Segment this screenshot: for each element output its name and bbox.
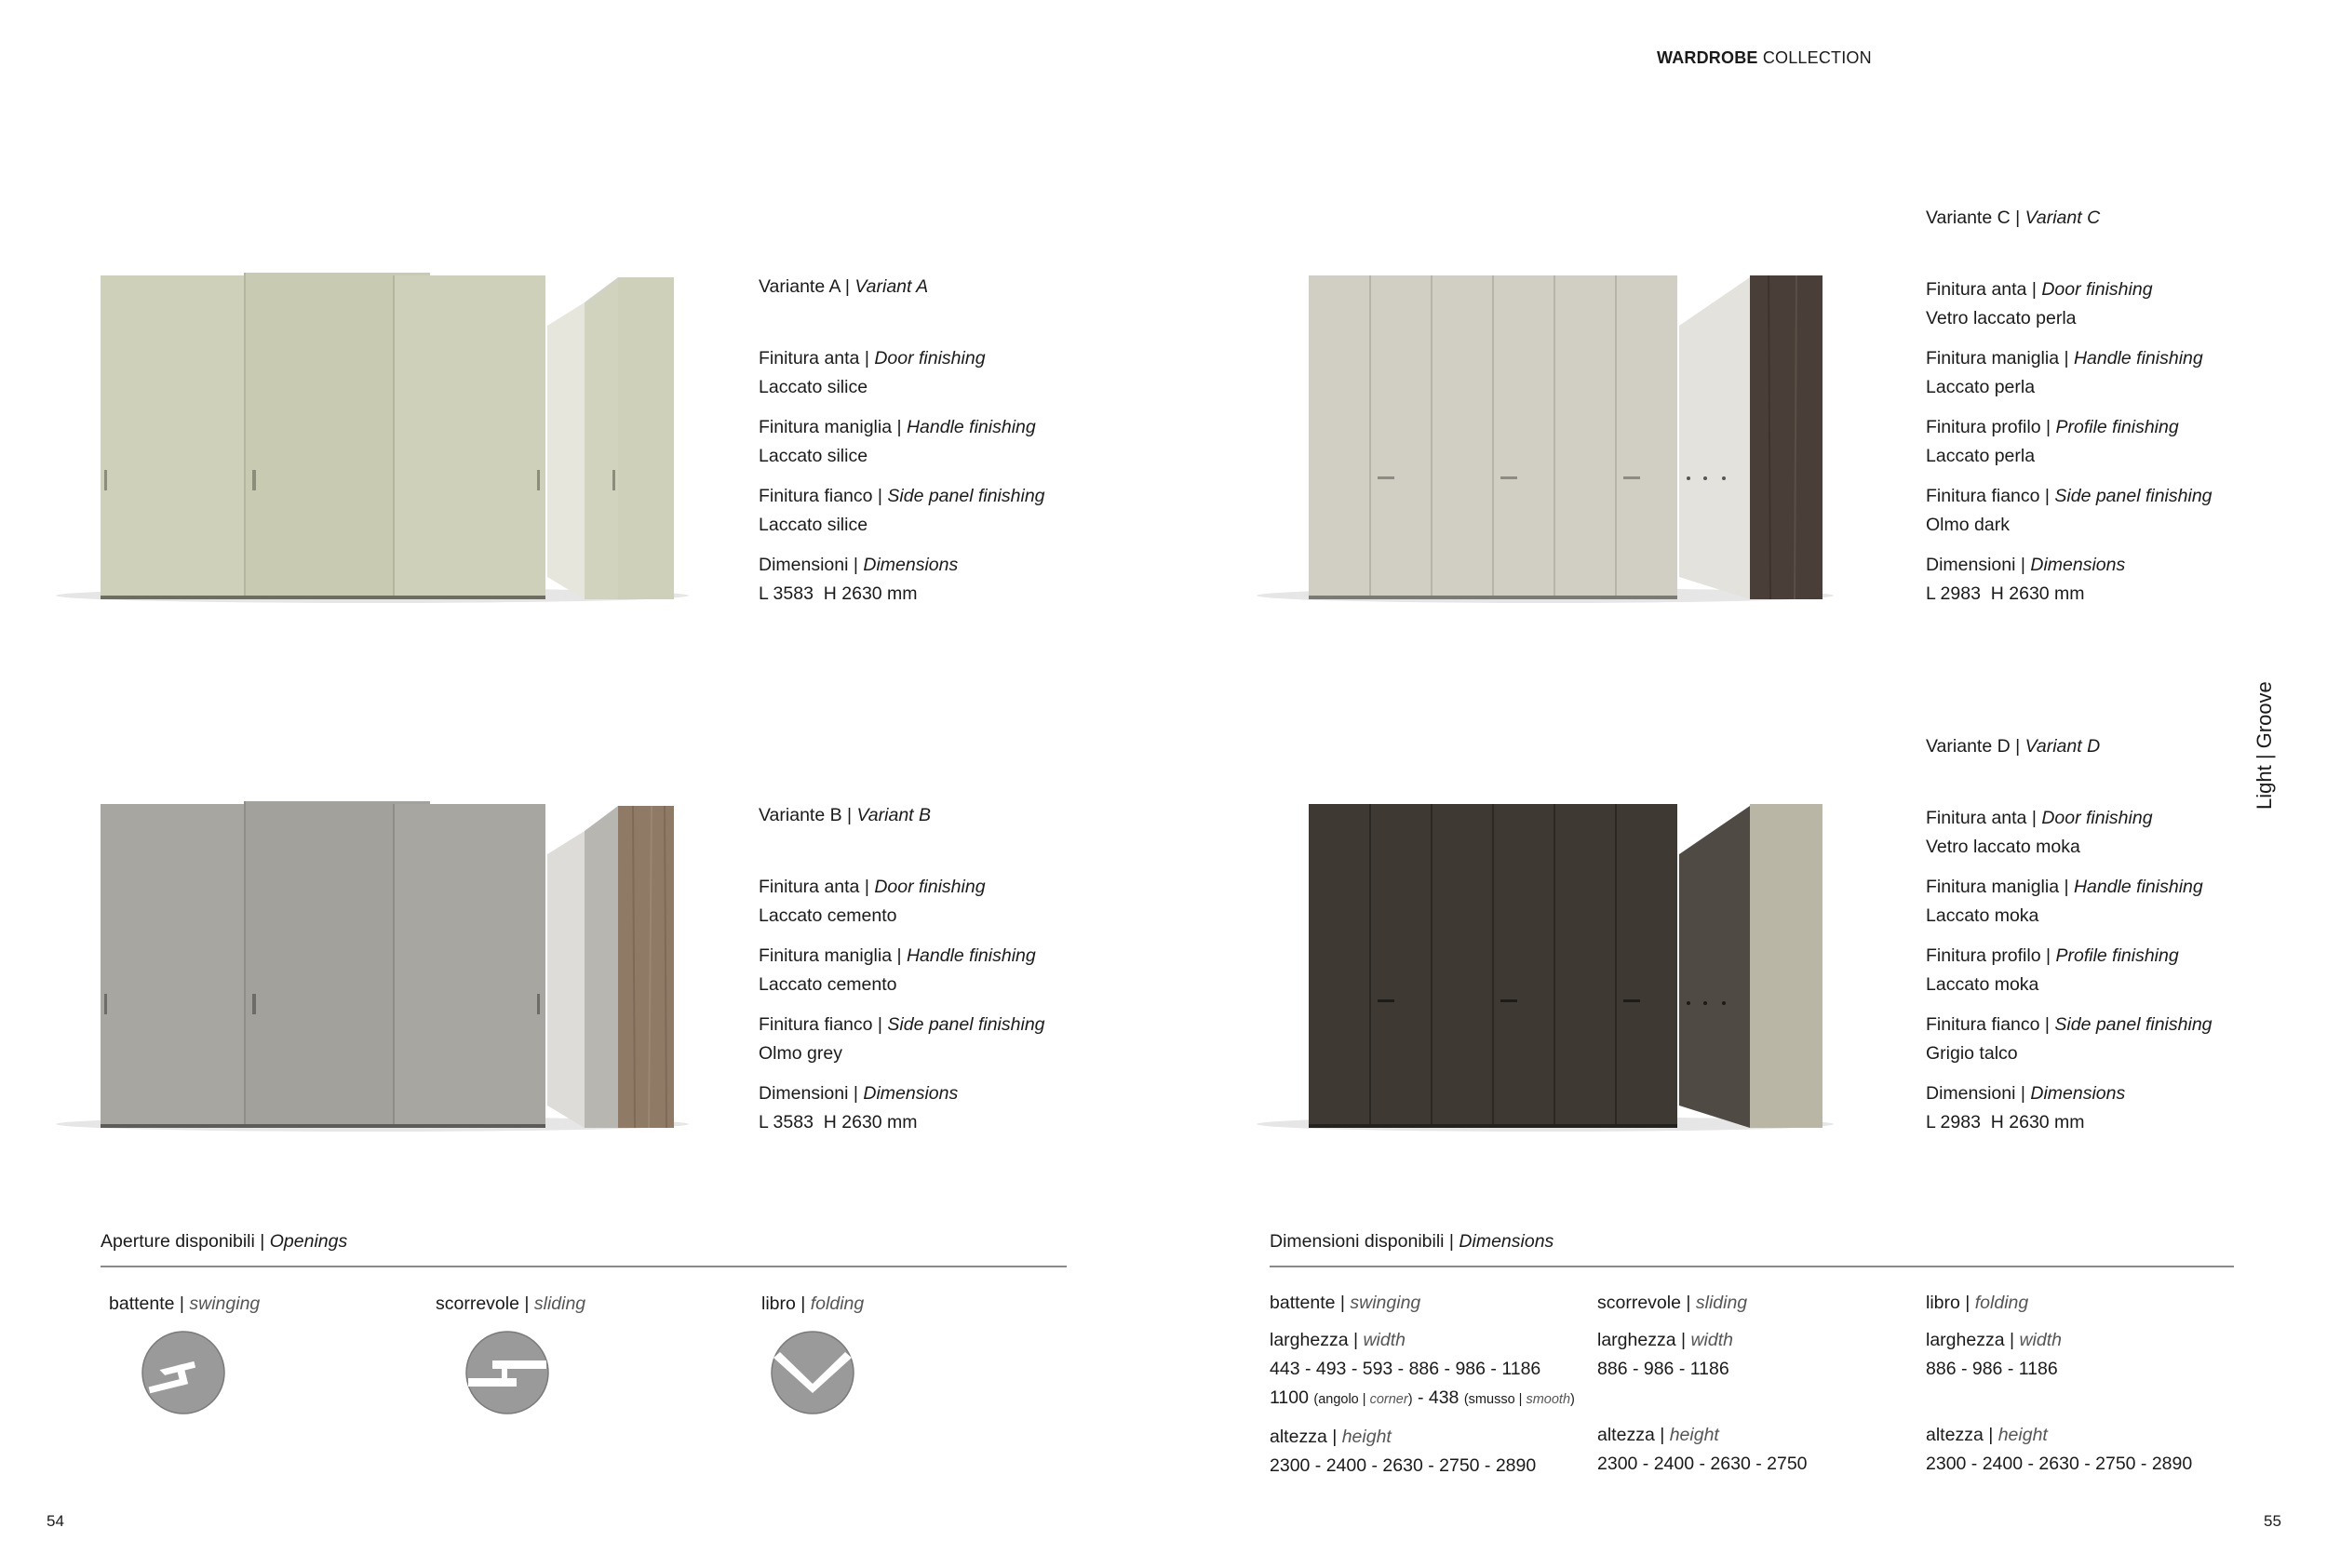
sliding-icon — [464, 1330, 550, 1415]
variant-title: Variante A | Variant A — [759, 276, 929, 297]
spec-label: Finitura anta | Door finishing — [759, 877, 986, 897]
height-label: altezza | height — [1926, 1425, 2048, 1445]
variant-title: Variante D | Variant D — [1926, 736, 2101, 757]
dimension-column-sliding — [1597, 1289, 1808, 1479]
dimension-column-title: battente | swinging — [1270, 1293, 1421, 1313]
spec-label: Finitura anta | Door finishing — [759, 348, 986, 369]
spec-label: Dimensioni | Dimensions — [1926, 555, 2126, 575]
spec-value: L 3583 H 2630 mm — [759, 1112, 918, 1132]
spec-label: Finitura maniglia | Handle finishing — [1926, 348, 2203, 369]
handle — [1378, 476, 1394, 479]
width-values: 886 - 986 - 1186 — [1926, 1359, 2058, 1379]
spec-label: Dimensioni | Dimensions — [759, 1083, 959, 1104]
spec-value: Laccato silice — [759, 377, 868, 397]
spec-label: Finitura anta | Door finishing — [1926, 279, 2153, 300]
dimensions-title: Dimensioni disponibili | Dimensions — [1270, 1231, 1554, 1252]
width-label: larghezza | width — [1270, 1330, 1406, 1350]
side-panel — [547, 302, 585, 599]
openings-divider — [101, 1266, 1067, 1267]
spec-value: L 2983 H 2630 mm — [1926, 583, 2085, 604]
spec-value: L 2983 H 2630 mm — [1926, 1112, 2085, 1132]
page-number-left: 54 — [47, 1512, 64, 1530]
side-panel — [1679, 806, 1750, 1128]
spec-label: Finitura fianco | Side panel finishing — [1926, 1014, 2213, 1035]
spec-value: L 3583 H 2630 mm — [759, 583, 918, 604]
variant-title: Variante C | Variant C — [1926, 208, 2101, 228]
side-panel — [585, 277, 618, 599]
spec-label: Dimensioni | Dimensions — [1926, 1083, 2126, 1104]
spec-value: Laccato silice — [759, 446, 868, 466]
spec-value: Laccato perla — [1926, 446, 2036, 466]
handle — [1500, 476, 1517, 479]
dimension-column-title: libro | folding — [1926, 1293, 2029, 1313]
spec-label: Finitura maniglia | Handle finishing — [1926, 877, 2203, 897]
variant-b-specs — [759, 801, 1045, 1148]
height-values: 2300 - 2400 - 2630 - 2750 - 2890 — [1926, 1454, 2193, 1474]
spec-value: Laccato cemento — [759, 974, 897, 995]
variant-d-specs — [1926, 732, 2213, 1148]
width-label: larghezza | width — [1597, 1330, 1733, 1350]
spec-value: Olmo dark — [1926, 515, 2010, 535]
opening-label-folding: libro | folding — [761, 1293, 865, 1314]
handle — [1500, 999, 1517, 1002]
spec-value: Laccato moka — [1926, 905, 2039, 926]
width-label: larghezza | width — [1926, 1330, 2062, 1350]
spec-value: Laccato silice — [759, 515, 868, 535]
wardrobe-image-a — [37, 270, 707, 605]
side-door — [618, 277, 674, 599]
folding-icon — [770, 1330, 855, 1415]
opening-label-sliding: scorrevole | sliding — [436, 1293, 586, 1314]
spec-label: Finitura fianco | Side panel finishing — [1926, 486, 2213, 506]
door-panel-3 — [393, 804, 545, 1128]
spec-value: Laccato moka — [1926, 974, 2039, 995]
variant-title: Variante B | Variant B — [759, 805, 932, 825]
handle — [1378, 999, 1394, 1002]
handle — [1623, 999, 1640, 1002]
openings-title: Aperture disponibili | Openings — [101, 1231, 348, 1252]
width-values: 443 - 493 - 593 - 886 - 986 - 1186 — [1270, 1359, 1541, 1379]
spec-label: Finitura fianco | Side panel finishing — [759, 486, 1045, 506]
handle — [252, 994, 256, 1014]
side-panel — [585, 806, 618, 1128]
variant-c-specs — [1926, 204, 2213, 620]
handle — [537, 994, 540, 1014]
spec-value: Laccato perla — [1926, 377, 2036, 397]
dimension-column-folding — [1926, 1289, 2192, 1479]
handle — [104, 994, 107, 1014]
spec-label: Finitura profilo | Profile finishing — [1926, 417, 2179, 437]
side-panel — [547, 831, 585, 1128]
spec-value: Vetro laccato moka — [1926, 837, 2080, 857]
width-values: 886 - 986 - 1186 — [1597, 1359, 1729, 1379]
handle — [104, 470, 107, 490]
side-wood-panel — [1750, 275, 1823, 599]
width-extra-values: 1100 (angolo | corner) - 438 (smusso | smooth) — [1270, 1387, 1575, 1408]
spec-label: Finitura fianco | Side panel finishing — [759, 1014, 1045, 1035]
header-rest: COLLECTION — [1762, 48, 1872, 67]
wardrobe-image-d — [1247, 798, 1843, 1133]
height-values: 2300 - 2400 - 2630 - 2750 — [1597, 1454, 1808, 1474]
collection-header — [1657, 48, 1872, 68]
height-label: altezza | height — [1270, 1427, 1392, 1447]
spec-label: Finitura maniglia | Handle finishing — [759, 417, 1036, 437]
spec-label: Finitura profilo | Profile finishing — [1926, 945, 2179, 966]
handle — [537, 470, 540, 490]
spec-label: Finitura maniglia | Handle finishing — [759, 945, 1036, 966]
opening-label-swinging: battente | swinging — [109, 1293, 261, 1314]
height-label: altezza | height — [1597, 1425, 1719, 1445]
spec-value: Olmo grey — [759, 1043, 842, 1064]
side-light-panel — [1750, 804, 1823, 1128]
height-values: 2300 - 2400 - 2630 - 2750 - 2890 — [1270, 1455, 1537, 1476]
header-bold: WARDROBE — [1657, 48, 1758, 67]
spec-label: Finitura anta | Door finishing — [1926, 808, 2153, 828]
dimensions-divider — [1270, 1266, 2234, 1267]
spec-value: Laccato cemento — [759, 905, 897, 926]
wardrobe-image-b — [37, 798, 707, 1133]
swinging-icon — [141, 1330, 226, 1415]
dimension-column-title: scorrevole | sliding — [1597, 1293, 1748, 1313]
variant-a-specs — [759, 273, 1045, 620]
dimension-column-swinging — [1270, 1289, 1575, 1481]
wardrobe-image-c — [1247, 270, 1843, 605]
door-panel-3 — [393, 275, 545, 599]
spec-value: Vetro laccato perla — [1926, 308, 2077, 328]
spec-value: Grigio talco — [1926, 1043, 2018, 1064]
side-panel — [1679, 277, 1750, 599]
handle — [252, 470, 256, 490]
page-number-right: 55 — [2264, 1512, 2281, 1530]
handle — [1623, 476, 1640, 479]
side-label: Light | Groove — [2253, 681, 2276, 810]
spec-label: Dimensioni | Dimensions — [759, 555, 959, 575]
